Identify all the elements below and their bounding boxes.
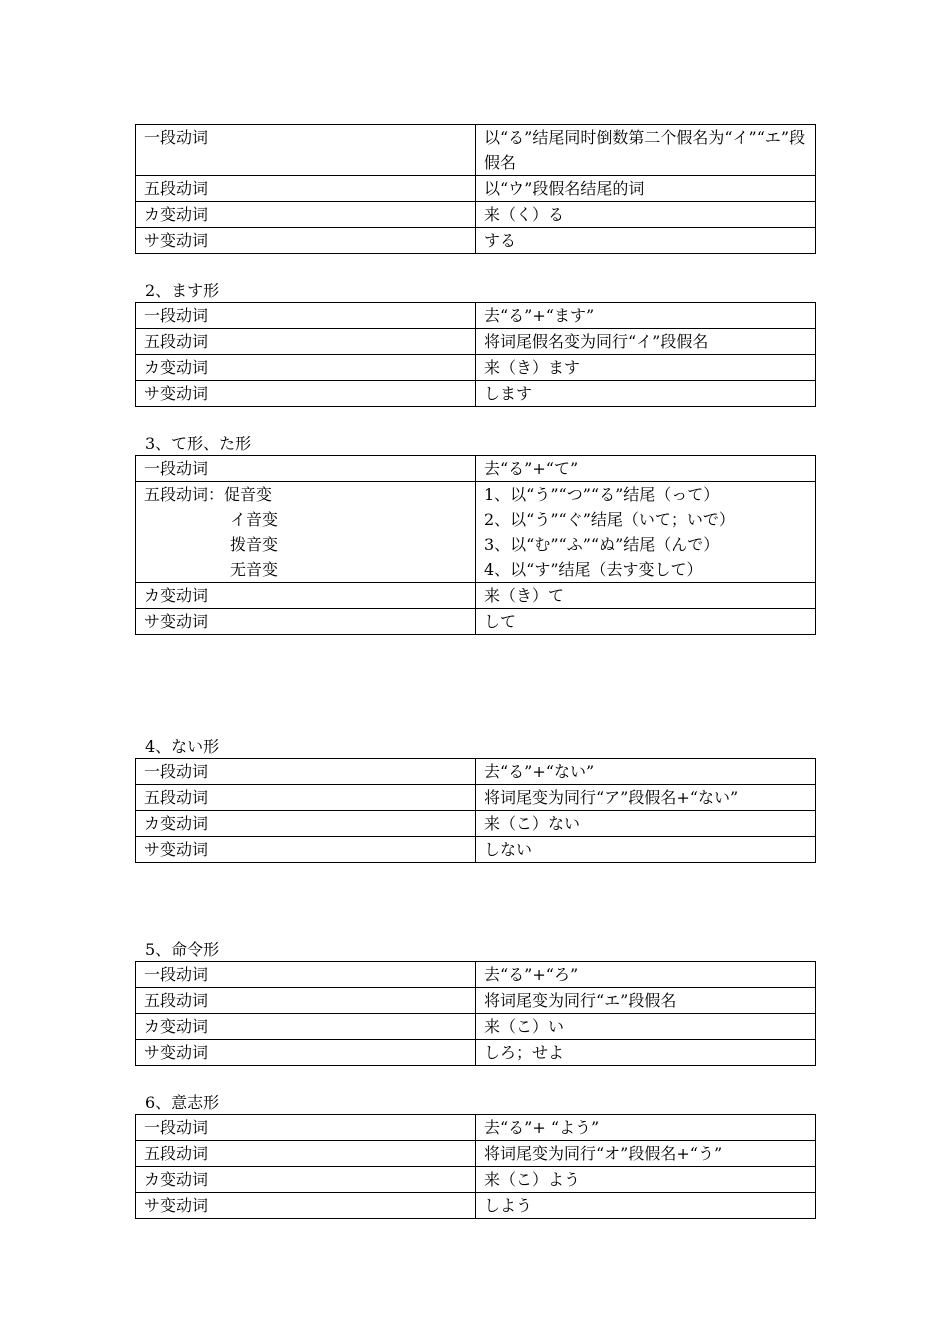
imperative-form-table xyxy=(135,961,816,1066)
table-row xyxy=(136,1141,816,1167)
verb-type-cell: カ变动词 xyxy=(136,811,476,837)
table-row xyxy=(136,1115,816,1141)
rule-cell: 去“る”+ “よう” xyxy=(476,1115,816,1141)
table-row xyxy=(136,355,816,381)
verb-type-cell: 一段动词 xyxy=(136,759,476,785)
rule-cell: 将词尾假名变为同行“イ”段假名 xyxy=(476,329,816,355)
verb-type-cell: 一段动词 xyxy=(136,962,476,988)
table-row xyxy=(136,381,816,407)
table-row xyxy=(136,456,816,482)
rule-cell: する xyxy=(476,228,816,254)
rule-cell: 来（く）る xyxy=(476,202,816,228)
table-row xyxy=(136,125,816,176)
te-form-table xyxy=(135,455,816,635)
rule-cell: しろ；せよ xyxy=(476,1040,816,1066)
masu-form-table xyxy=(135,302,816,407)
nai-form-table xyxy=(135,758,816,863)
rule-cell: して xyxy=(476,609,816,635)
rule-cell xyxy=(476,482,816,583)
rule-cell: 去“る”+“ろ” xyxy=(476,962,816,988)
table-row xyxy=(136,176,816,202)
verb-type-cell: サ变动词 xyxy=(136,1193,476,1219)
table-row xyxy=(136,1167,816,1193)
rule-line: 4、以“す”结尾（去す变して） xyxy=(484,560,703,579)
verb-type-cell: サ变动词 xyxy=(136,228,476,254)
sound-change-label: イ音变 xyxy=(230,510,279,529)
table-row xyxy=(136,202,816,228)
verb-type-cell: 一段动词 xyxy=(136,125,476,176)
godan-label: 五段动词：促音变 xyxy=(144,485,273,504)
rule-line: 3、以“む”“ふ”“ぬ”结尾（んで） xyxy=(484,535,720,554)
rule-cell: しない xyxy=(476,837,816,863)
verb-type-cell: カ变动词 xyxy=(136,1014,476,1040)
table-row xyxy=(136,962,816,988)
table-row xyxy=(136,329,816,355)
table-row xyxy=(136,303,816,329)
rule-line: 1、以“う”“つ”“る”结尾（って） xyxy=(484,485,720,504)
table-row xyxy=(136,759,816,785)
verb-type-cell: 五段动词 xyxy=(136,988,476,1014)
section-nai-form xyxy=(135,736,815,863)
table-row xyxy=(136,609,816,635)
verb-type-cell: カ变动词 xyxy=(136,583,476,609)
section-volitional-form xyxy=(135,1092,815,1219)
table-row xyxy=(136,1040,816,1066)
verb-type-cell: 五段动词 xyxy=(136,329,476,355)
rule-cell: 来（き）て xyxy=(476,583,816,609)
table-row xyxy=(136,1014,816,1040)
verb-type-cell: サ变动词 xyxy=(136,609,476,635)
verb-type-cell: カ变动词 xyxy=(136,355,476,381)
rule-cell: 去“る”+“ない” xyxy=(476,759,816,785)
rule-cell: 将词尾变为同行“エ”段假名 xyxy=(476,988,816,1014)
rule-cell: 以“る”结尾同时倒数第二个假名为“イ”“エ”段假名 xyxy=(476,125,816,176)
rule-cell: 将词尾变为同行“オ”段假名+“う” xyxy=(476,1141,816,1167)
table-row xyxy=(136,482,816,583)
section-heading: 4、ない形 xyxy=(145,737,220,756)
section-heading: 2、ます形 xyxy=(145,281,220,300)
rule-cell: 将词尾变为同行“ア”段假名+“ない” xyxy=(476,785,816,811)
verb-type-cell: サ变动词 xyxy=(136,1040,476,1066)
rule-cell: しよう xyxy=(476,1193,816,1219)
section-heading: 5、命令形 xyxy=(145,940,220,959)
section-heading: 3、て形、た形 xyxy=(145,434,252,453)
verb-type-cell: 五段动词 xyxy=(136,785,476,811)
rule-cell: 来（こ）ない xyxy=(476,811,816,837)
rule-cell: 去“る”+“て” xyxy=(476,456,816,482)
verb-type-cell: カ变动词 xyxy=(136,1167,476,1193)
volitional-form-table xyxy=(135,1114,816,1219)
verb-type-cell: 一段动词 xyxy=(136,1115,476,1141)
verb-type-cell: サ变动词 xyxy=(136,381,476,407)
table-row xyxy=(136,583,816,609)
table-row xyxy=(136,785,816,811)
section-te-ta-form xyxy=(135,433,815,635)
verb-type-cell: カ变动词 xyxy=(136,202,476,228)
rule-cell: します xyxy=(476,381,816,407)
rule-cell: 去“る”+“ます” xyxy=(476,303,816,329)
table-row xyxy=(136,228,816,254)
table-row xyxy=(136,811,816,837)
sound-change-label: 无音变 xyxy=(230,560,279,579)
section-masu-form xyxy=(135,280,815,407)
verb-type-cell: 五段动词 xyxy=(136,1141,476,1167)
rule-cell: 来（き）ます xyxy=(476,355,816,381)
rule-line: 2、以“う”“ぐ”结尾（いて；いで） xyxy=(484,510,735,529)
verb-type-cell: 一段动词 xyxy=(136,456,476,482)
table-row xyxy=(136,1193,816,1219)
section-imperative-form xyxy=(135,939,815,1066)
verb-type-cell xyxy=(136,482,476,583)
verb-type-cell: サ变动词 xyxy=(136,837,476,863)
table-row xyxy=(136,837,816,863)
rule-cell: 来（こ）よう xyxy=(476,1167,816,1193)
verb-type-table xyxy=(135,124,816,254)
table-row xyxy=(136,988,816,1014)
section-heading: 6、意志形 xyxy=(145,1093,220,1112)
rule-cell: 来（こ）い xyxy=(476,1014,816,1040)
verb-type-cell: 五段动词 xyxy=(136,176,476,202)
verb-type-cell: 一段动词 xyxy=(136,303,476,329)
sound-change-label: 拨音变 xyxy=(230,535,279,554)
rule-cell: 以“ウ”段假名结尾的词 xyxy=(476,176,816,202)
section-dictionary-form xyxy=(135,124,815,254)
